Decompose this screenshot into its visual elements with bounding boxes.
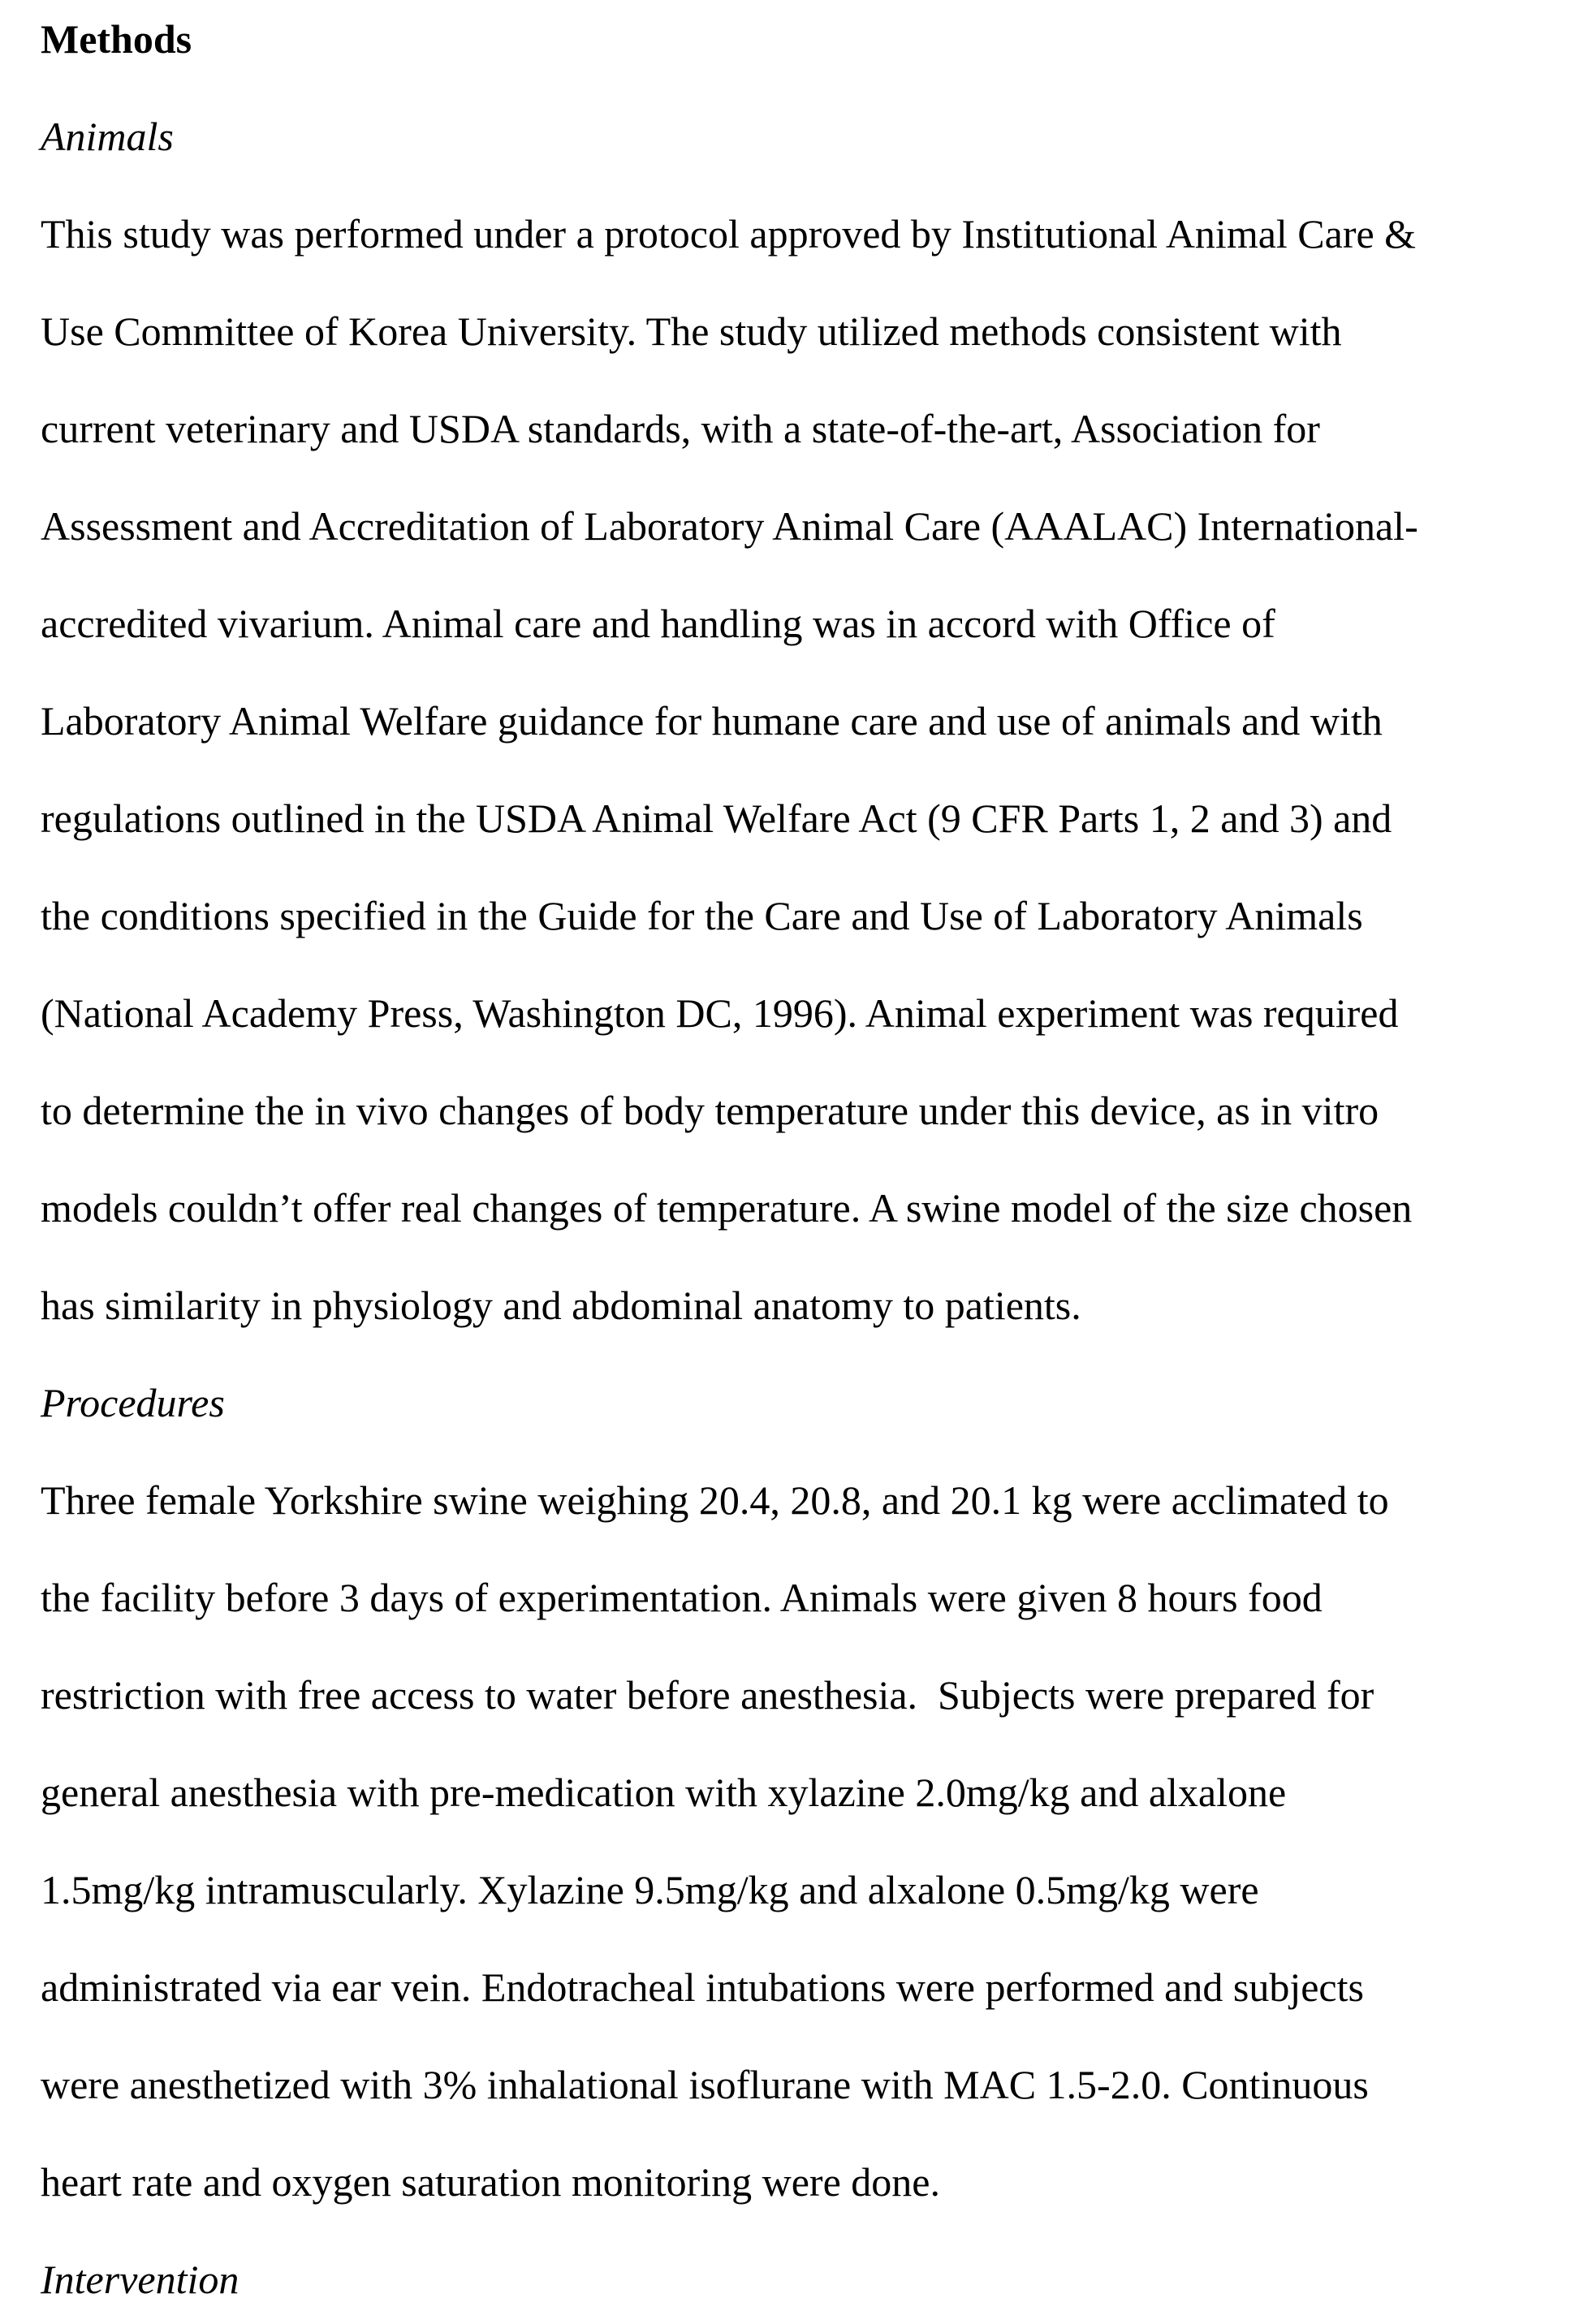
body-line: Laboratory Animal Welfare guidance for humane care and use of animals and with	[41, 698, 1383, 744]
body-line: the facility before 3 days of experimentation. Animals were given 8 hours food	[41, 1575, 1323, 1620]
subheading-animals: Animals	[41, 114, 174, 159]
body-line: the conditions specified in the Guide for the Care and Use of Laboratory Animals	[41, 893, 1363, 938]
methods-section	[41, 0, 1588, 2324]
body-line: to determine the in vivo changes of body temperature under this device, as in vitro	[41, 1088, 1379, 1133]
body-line: general anesthesia with pre-medication with xylazine 2.0mg/kg and alxalone	[41, 1770, 1287, 1815]
body-line: were anesthetized with 3% inhalational isoflurane with MAC 1.5-2.0. Continuous	[41, 2062, 1369, 2107]
body-line: regulations outlined in the USDA Animal Welfare Act (9 CFR Parts 1, 2 and 3) and	[41, 796, 1392, 841]
body-line: This study was performed under a protocol approved by Institutional Animal Care &	[41, 211, 1417, 257]
body-line: current veterinary and USDA standards, with a state-of-the-art, Association for	[41, 406, 1320, 451]
subheading-procedures: Procedures	[41, 1380, 225, 1425]
body-line: Assessment and Accreditation of Laboratory Animal Care (AAALAC) International-	[41, 503, 1418, 549]
body-line: administrated via ear vein. Endotracheal intubations were performed and subjects	[41, 1964, 1364, 2010]
body-line: (National Academy Press, Washington DC, 1996). Animal experiment was required	[41, 990, 1399, 1036]
body-line: accredited vivarium. Animal care and handling was in accord with Office of	[41, 601, 1275, 646]
body-line: Three female Yorkshire swine weighing 20.4, 20.8, and 20.1 kg were acclimated to	[41, 1477, 1389, 1523]
body-line: has similarity in physiology and abdominal anatomy to patients.	[41, 1283, 1081, 1328]
body-line: 1.5mg/kg intramuscularly. Xylazine 9.5mg/kg and alxalone 0.5mg/kg were	[41, 1867, 1259, 1912]
subheading-intervention: Intervention	[41, 2257, 239, 2302]
body-line: heart rate and oxygen saturation monitoring were done.	[41, 2159, 940, 2205]
body-line: Use Committee of Korea University. The study utilized methods consistent with	[41, 308, 1342, 354]
body-line: restriction with free access to water before anesthesia. Subjects were prepared for	[41, 1672, 1374, 1718]
body-line: models couldn’t offer real changes of temperature. A swine model of the size chosen	[41, 1185, 1413, 1231]
heading-methods: Methods	[41, 16, 192, 62]
